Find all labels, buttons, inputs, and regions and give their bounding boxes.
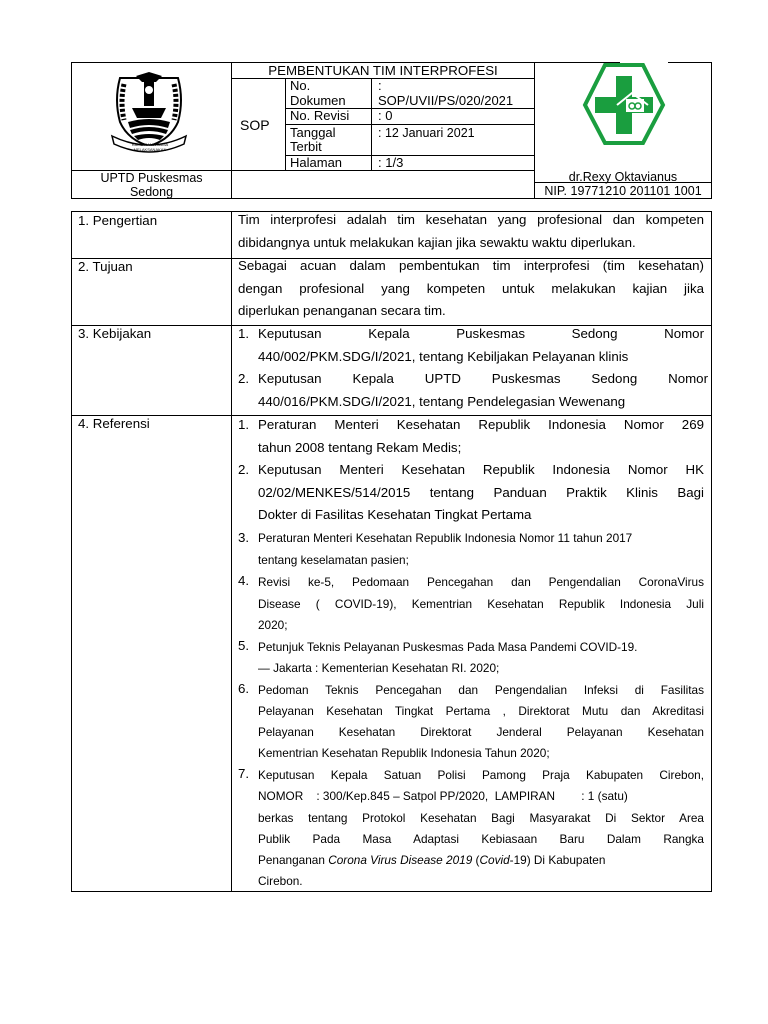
date-label: Tanggal bbox=[290, 125, 336, 140]
list-item: Revisi ke-5, Pedomaan Pencegahan dan Pengendalian CoronaVirus bbox=[258, 575, 704, 589]
page-value: : 1/3 bbox=[378, 155, 404, 170]
date-label-2: Terbit bbox=[290, 139, 322, 154]
doc-no-colon: : bbox=[378, 78, 382, 93]
list-item: Peraturan Menteri Kesehatan Republik Indonesia Nomor 269 bbox=[258, 417, 704, 432]
org-name-2: Sedong bbox=[129, 185, 174, 199]
doc-no-label-2: Dokumen bbox=[290, 93, 346, 108]
document-title: PEMBENTUKAN TIM INTERPROFESI bbox=[268, 63, 498, 78]
list-item: Keputusan Kepala UPTD Puskesmas Sedong Nomor bbox=[258, 371, 708, 386]
org-name: UPTD Puskesmas bbox=[100, 171, 203, 185]
list-item: Keputusan Kepala Satuan Polisi Pamong Praja Kabupaten Cirebon, bbox=[258, 768, 704, 782]
signer-nip: NIP. 19771210 201101 1001 bbox=[544, 184, 702, 198]
section-label-pengertian: 1. Pengertian bbox=[78, 213, 158, 228]
page-label: Halaman bbox=[290, 155, 343, 170]
revision-value: : 0 bbox=[378, 108, 393, 123]
puskesmas-logo-icon bbox=[580, 62, 668, 148]
list-item: Keputusan Menteri Kesehatan Republik Indonesia Nomor HK bbox=[258, 462, 704, 477]
doc-no-label: No. bbox=[290, 78, 311, 93]
revision-label: No. Revisi bbox=[290, 108, 350, 123]
regency-motto: RAME RAMA SAMA MELAKSANAKAN bbox=[131, 142, 169, 152]
date-value: : 12 Januari 2021 bbox=[378, 126, 475, 140]
section-label-kebijakan: 3. Kebijakan bbox=[78, 326, 152, 341]
list-item: Petunjuk Teknis Pelayanan Puskesmas Pada Masa Pandemi COVID-19. bbox=[258, 640, 638, 654]
sop-label: SOP bbox=[240, 117, 270, 133]
signer-name: dr.Rexy Oktavianus bbox=[568, 170, 678, 184]
doc-no-value: SOP/UVII/PS/020/2021 bbox=[378, 93, 514, 108]
list-item: Keputusan Kepala Puskesmas Sedong Nomor bbox=[258, 326, 704, 341]
section-label-referensi: 4. Referensi bbox=[78, 416, 150, 431]
list-item: Pedoman Teknis Pencegahan dan Pengendalian Infeksi di Fasilitas bbox=[258, 683, 704, 697]
list-item: Peraturan Menteri Kesehatan Republik Indonesia Nomor 11 tahun 2017 bbox=[258, 531, 633, 545]
section-label-tujuan: 2. Tujuan bbox=[78, 259, 133, 274]
